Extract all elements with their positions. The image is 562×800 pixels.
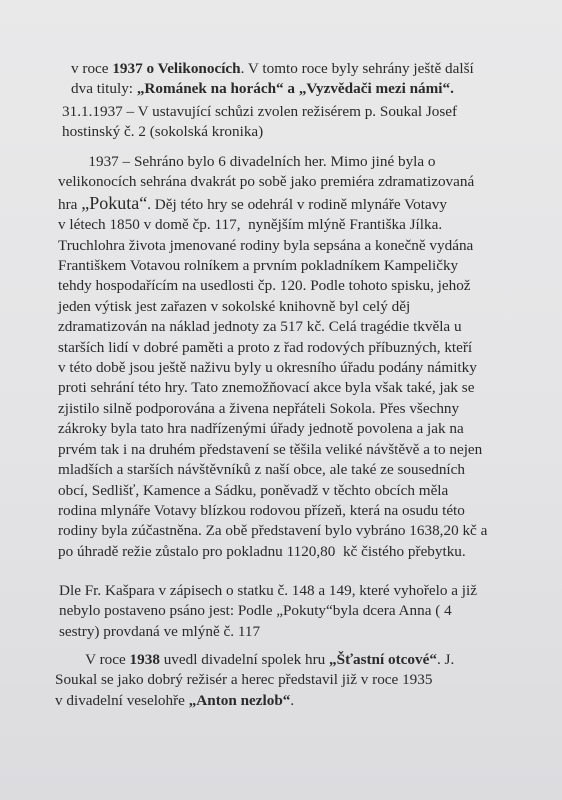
- text: . J.: [436, 651, 455, 668]
- text-line: 31.1.1937 – V ustavující schůzi zvolen režisérem p. Soukal Josef: [62, 103, 458, 120]
- bold-text: „Šťastní otcové“: [329, 651, 437, 668]
- text-line: proti sehrání této hry. Tato znemožňovací akce byla však také, jak se: [58, 379, 475, 397]
- text-line: [55, 650, 454, 670]
- text-line: rodiny byla zúčastněna. Za obě představení bylo vybráno 1638,20 kč a: [58, 522, 488, 540]
- text-line: prvém tak i na druhém představení se těšila veliké návštěvě a to nejen: [58, 440, 483, 458]
- text-line: hostinský č. 2 (sokolská kronika): [62, 123, 264, 141]
- text-line: velikonocích sehrána dvakrát po sobě jako premiéra zdramatizovaná: [58, 173, 475, 191]
- text-line: 1937 – Sehráno bylo 6 divadelních her. Mimo jiné byla o: [58, 153, 436, 170]
- text: V roce: [55, 651, 130, 668]
- text-line: v této době jsou ještě naživu byly u okresního úřadu podány námitky: [58, 359, 477, 377]
- text-line: sestry) provdaná ve mlýně č. 117: [59, 622, 261, 640]
- text-line: jeden výtisk jest zařazen v sokolské knihovně byl celý děj: [58, 297, 411, 315]
- text: v divadelní veselohře: [55, 691, 189, 709]
- paragraph-pokuta-play: [58, 152, 487, 562]
- text: . Děj této hry se odehrál v rodině mlynáře Votavy: [147, 195, 447, 213]
- text-line: rodina mlynáře Votavy blízkou rodovou přízeň, která na osudu této: [58, 501, 465, 519]
- text-line: [58, 193, 487, 215]
- text-line: nebylo postaveno psáno jest: Podle „Pokuty“byla dcera Anna ( 4: [59, 602, 452, 620]
- bold-text: 1937 o Velikonocích: [112, 60, 241, 77]
- play-title-text: „Pokuta“: [81, 192, 148, 213]
- text-line: Soukal se jako dobrý režisér a herec představil již v roce 1935: [55, 671, 433, 689]
- text-line: zákroky byla tato hra nadřízenými úřady jednotě povolena a jak na: [58, 420, 464, 438]
- text: uvedl divadelní spolek hru: [159, 651, 330, 668]
- text-line: v létech 1850 v domě čp. 117, nynějším mlýně Františka Jílka.: [58, 216, 443, 234]
- text-line: mladších a starších návštěvníků z naší obce, ale také ze sousedních: [58, 461, 465, 479]
- text-line: [55, 691, 454, 711]
- bold-text: „Románek na horách“ a „Vyzvědači mezi námi“.: [136, 80, 454, 98]
- text: v roce: [71, 60, 113, 77]
- paragraph-director-election: [62, 102, 457, 143]
- text: dva tituly:: [71, 80, 137, 98]
- paragraph-kaspar-records: [59, 581, 477, 642]
- bold-text: „Anton nezlob“: [188, 691, 291, 709]
- text: hra: [58, 195, 82, 213]
- text-line: Františkem Votavou rolníkem a prvním pokladníkem Kampeličky: [58, 257, 459, 275]
- paragraph-1937-easter-plays: [71, 59, 474, 100]
- paragraph-1938-play: [55, 650, 454, 711]
- text-line: [71, 59, 474, 79]
- text-line: zjistilo silně podporována a živena nepřáteli Sokola. Přes všechny: [58, 399, 460, 417]
- text-line: [71, 79, 474, 99]
- text-line: obcí, Sedlišť, Kamence a Sádku, poněvadž v těchto obcích měla: [58, 481, 449, 499]
- text: . V tomto roce byly sehrány ještě další: [240, 60, 474, 77]
- bold-text: 1938: [129, 651, 160, 668]
- text-line: Truchlohra života jmenované rodiny byla sepsána a konečně vydána: [58, 236, 474, 254]
- text-line: starších lidí v dobré paměti a proto z řad rodových příbuzných, kteří: [58, 338, 473, 356]
- text-line: zdramatizován na náklad jednoty za 517 kč. Celá tragédie tkvěla u: [58, 318, 462, 336]
- text: .: [290, 691, 295, 709]
- text-line: tehdy hospodařícím na usedlosti čp. 120. Podle tohoto spisku, jehož: [58, 277, 471, 295]
- text-line: Dle Fr. Kašpara v zápisech o statku č. 148 a 149, které vyhořelo a již: [59, 582, 477, 599]
- text-line: po úhradě režie zůstalo pro pokladnu 1120,80 kč čistého přebytku.: [58, 542, 466, 560]
